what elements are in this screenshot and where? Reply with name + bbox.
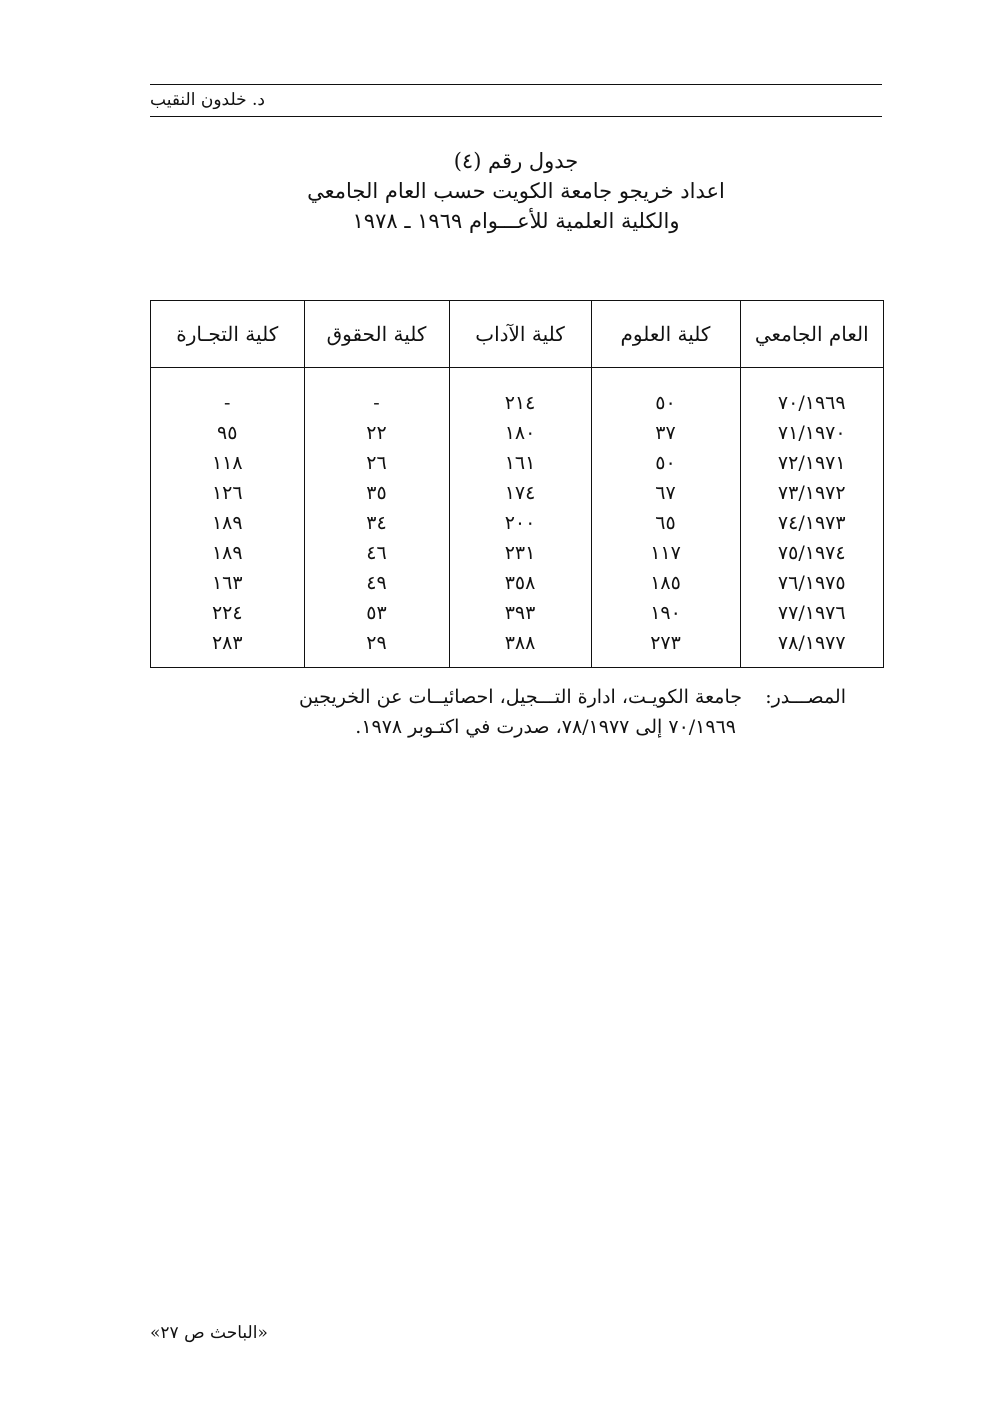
source-line-1 <box>180 682 846 712</box>
cell-year: ٧٦/١٩٧٥ <box>740 568 883 598</box>
table-row <box>151 508 883 538</box>
cell-law: ٣٤ <box>304 508 449 538</box>
cell-year: ٧٢/١٩٧١ <box>740 448 883 478</box>
cell-law: - <box>304 388 449 418</box>
table-row <box>151 418 883 448</box>
cell-commerce: ٩٥ <box>217 422 238 444</box>
table-title-line-2: والكلية العلمية للأعـــوام ١٩٦٩ ـ ١٩٧٨ <box>352 209 680 233</box>
header-science: كلية العلوم <box>591 301 740 368</box>
table-body <box>151 368 883 669</box>
cell-year: ٧٧/١٩٧٦ <box>740 598 883 628</box>
cell-science: ٣٧ <box>591 418 740 448</box>
cell-arts: ١٧٤ <box>449 478 591 508</box>
cell-year: ٧٤/١٩٧٣ <box>740 508 883 538</box>
cell-arts: ٢٠٠ <box>449 508 591 538</box>
cell-arts: ٢١٤ <box>449 388 591 418</box>
cell-science: ٥٠ <box>591 448 740 478</box>
cell-commerce: ٢٢٤ <box>211 602 243 624</box>
source-note <box>180 682 846 742</box>
cell-science: ١٩٠ <box>591 598 740 628</box>
cell-law: ٥٣ <box>304 598 449 628</box>
header-arts: كلية الآداب <box>449 301 591 368</box>
cell-law: ٤٦ <box>304 538 449 568</box>
cell-arts: ١٦١ <box>449 448 591 478</box>
table-row <box>151 388 883 418</box>
cell-science: ١٨٥ <box>591 568 740 598</box>
header-law: كلية الحقوق <box>304 301 449 368</box>
cell-year: ٧١/١٩٧٠ <box>740 418 883 448</box>
cell-commerce: ١٢٦ <box>211 482 243 504</box>
graduates-table <box>150 300 884 668</box>
cell-science: ٥٠ <box>591 388 740 418</box>
table-row <box>151 478 883 508</box>
table-row <box>151 448 883 478</box>
graduates-table-grid <box>151 301 883 668</box>
table-row <box>151 568 883 598</box>
header-rule-top <box>150 84 882 85</box>
table-row <box>151 598 883 628</box>
cell-year: ٧٨/١٩٧٧ <box>740 628 883 658</box>
cell-law: ٢٩ <box>304 628 449 658</box>
cell-commerce: ٢٨٣ <box>211 632 243 654</box>
cell-science: ٦٧ <box>591 478 740 508</box>
source-label: المصـــدر: <box>765 686 846 708</box>
table-header-row <box>151 301 883 368</box>
header-commerce: كلية التجـارة <box>151 301 304 368</box>
cell-science: ٢٧٣ <box>591 628 740 658</box>
cell-commerce: ١٨٩ <box>211 542 243 564</box>
table-number: جدول رقم (٤) <box>453 149 579 173</box>
header-rule-bottom <box>150 116 882 117</box>
cell-science: ٦٥ <box>591 508 740 538</box>
table-title-line-1: اعداد خريجو جامعة الكويت حسب العام الجامعي <box>307 179 725 203</box>
source-text-2: ٧٠/١٩٦٩ إلى ٧٨/١٩٧٧، صدرت في اكتـوبر ١٩٧٨. <box>355 716 736 738</box>
cell-arts: ٣٨٨ <box>449 628 591 658</box>
source-text-1: جامعة الكويـت، ادارة التـــجيل، احصائيــات عن الخريجين <box>299 686 742 708</box>
running-header-author: د. خلدون النقيب <box>150 90 265 110</box>
cell-law: ٢٢ <box>304 418 449 448</box>
cell-law: ٤٩ <box>304 568 449 598</box>
footnote: «الباحث ص ٢٧» <box>150 1323 268 1343</box>
cell-law: ٣٥ <box>304 478 449 508</box>
cell-arts: ٣٩٣ <box>449 598 591 628</box>
cell-commerce: ١٨٩ <box>211 512 243 534</box>
table-caption <box>150 146 882 236</box>
table-row <box>151 538 883 568</box>
cell-year: ٧٠/١٩٦٩ <box>740 388 883 418</box>
cell-science: ١١٧ <box>591 538 740 568</box>
header-academic-year: العام الجامعي <box>740 301 883 368</box>
cell-commerce: - <box>224 392 231 414</box>
cell-arts: ١٨٠ <box>449 418 591 448</box>
cell-year: ٧٥/١٩٧٤ <box>740 538 883 568</box>
cell-year: ٧٣/١٩٧٢ <box>740 478 883 508</box>
cell-arts: ٣٥٨ <box>449 568 591 598</box>
cell-arts: ٢٣١ <box>449 538 591 568</box>
cell-commerce: ١١٨ <box>211 452 243 474</box>
cell-law: ٢٦ <box>304 448 449 478</box>
table-row <box>151 628 883 658</box>
cell-commerce: ١٦٣ <box>211 572 243 594</box>
